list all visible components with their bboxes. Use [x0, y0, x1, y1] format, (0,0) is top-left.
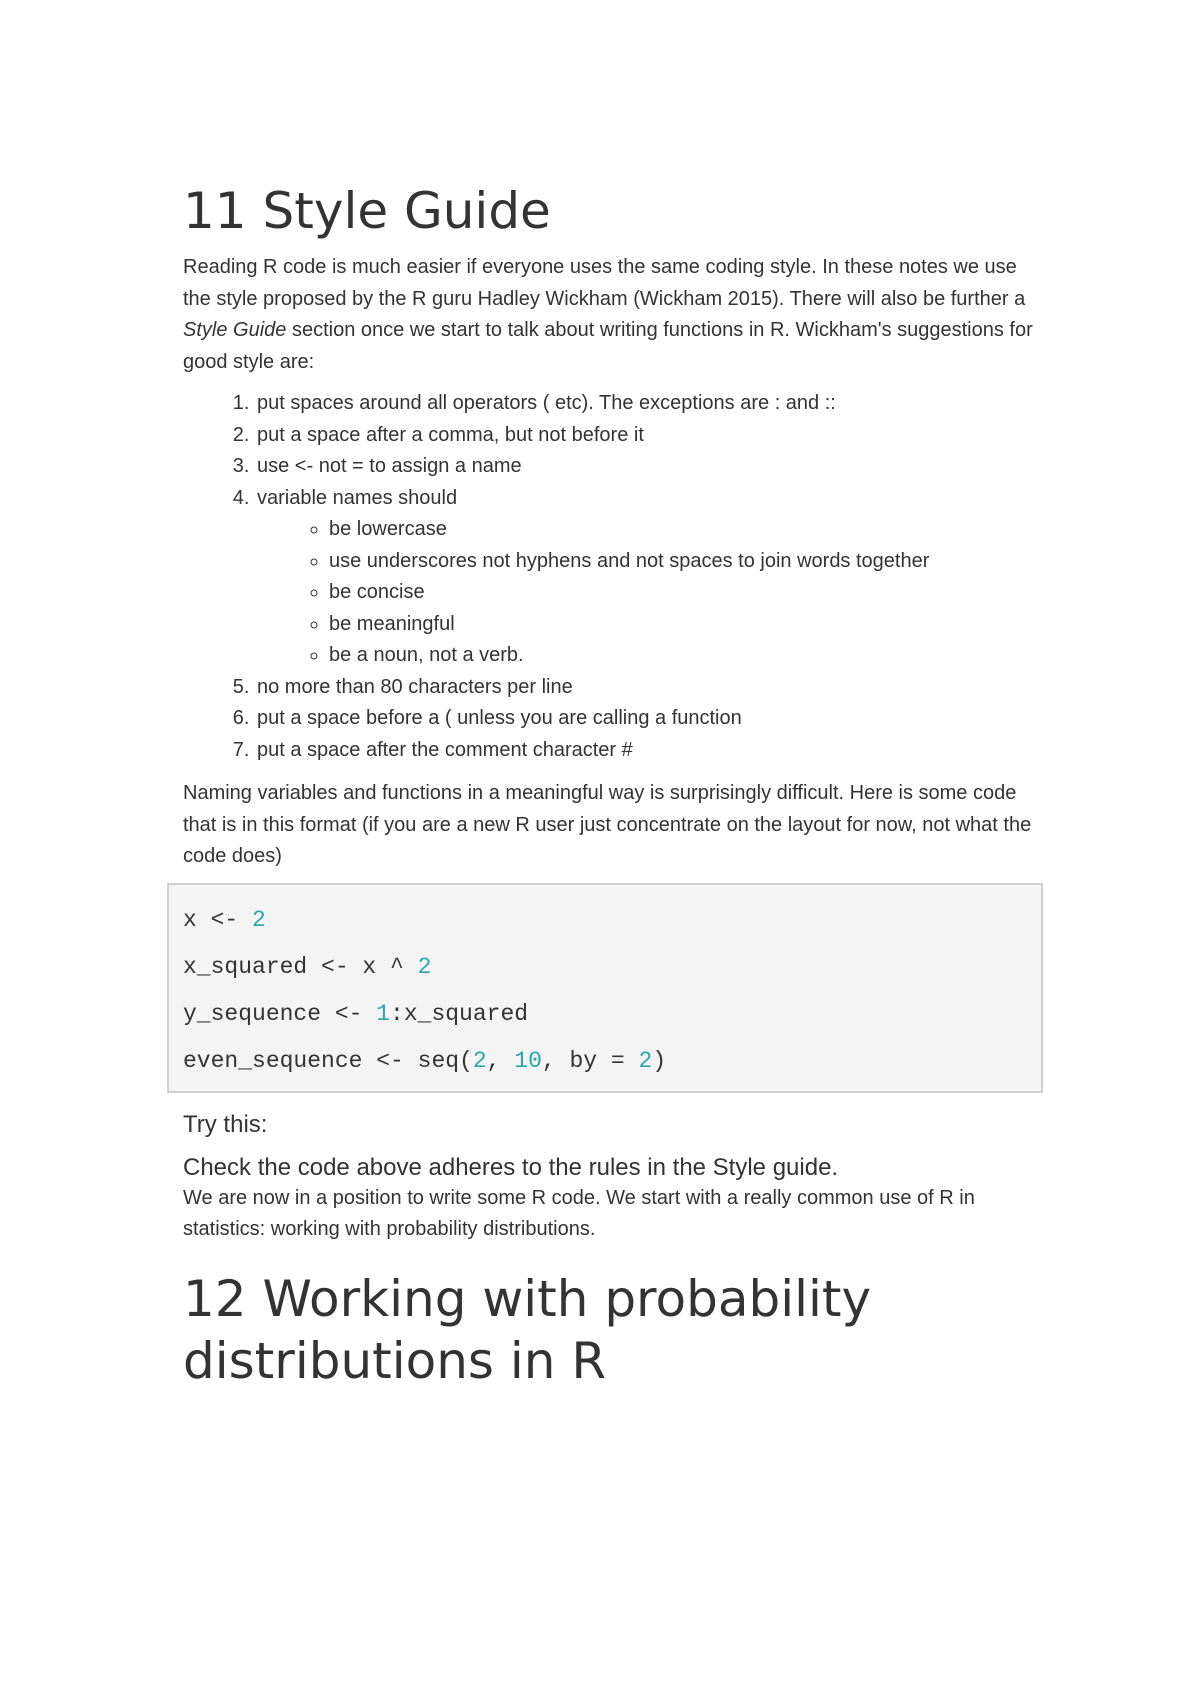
variable-name-rules-list [257, 514, 1043, 672]
try-this-label: Try this: [183, 1110, 268, 1138]
section-12-heading: 12 Working with probability distributions in R [183, 1269, 872, 1390]
sub-rule-item: ◦ be concise [329, 577, 1043, 609]
closing-paragraph: We are now in a position to write some R code. We start with a really common use of R in statistics: working with probability distributions. [183, 1186, 975, 1240]
rule-item: 3. use <- not = to assign a name [255, 451, 1043, 483]
style-guide-emphasis: Style Guide [183, 319, 287, 341]
sub-rule-item: ◦ use underscores not hyphens and not spaces to join words together [329, 546, 1043, 578]
rule-item: 7. put a space after the comment character # [255, 735, 1043, 767]
rule-item-variable-names: 4. variable names should ◦ be lowercase ◦ use underscores not hyphens and not spaces to join words together ◦ be concise ◦ be meaningful ◦ be a noun, not a verb. [255, 483, 1043, 672]
try-this-task: Check the code above adheres to the rules in the Style guide. [183, 1153, 839, 1181]
rule-item: 6. put a space before a ( unless you are calling a function [255, 703, 1043, 735]
code-line: y_sequence <- 1:x_squared [183, 1000, 529, 1027]
rule-item: 5. no more than 80 characters per line [255, 672, 1043, 704]
sub-rule-item: ◦ be lowercase [329, 514, 1043, 546]
code-line: x_squared <- x ^ 2 [183, 953, 432, 980]
rule-item: 2. put a space after a comma, but not before it [255, 420, 1043, 452]
naming-paragraph: Naming variables and functions in a meaningful way is surprisingly difficult. Here is some code that is in this format (if you are a new R user just concentrate on the layout for now, not what the code does) [183, 782, 1032, 867]
rule-item: 1. put spaces around all operators ( etc). The exceptions are : and :: [255, 388, 1043, 420]
document-page [183, 180, 1043, 1392]
sub-rule-item: ◦ be a noun, not a verb. [329, 640, 1043, 672]
intro-paragraph: Reading R code is much easier if everyone uses the same coding style. In these notes we use the style proposed by the R guru Hadley Wickham (Wickham 2015). There will also be further a Style Guide section once we start to talk about writing functions in R. Wickham's suggestions for good style are: [183, 256, 1033, 373]
code-block[interactable] [167, 883, 1043, 1093]
style-rules-list [183, 388, 1043, 766]
section-11-heading: 11 Style Guide [183, 182, 551, 240]
code-line: x <- 2 [183, 906, 266, 933]
code-line: even_sequence <- seq(2, 10, by = 2) [183, 1047, 667, 1074]
sub-rule-item: ◦ be meaningful [329, 609, 1043, 641]
